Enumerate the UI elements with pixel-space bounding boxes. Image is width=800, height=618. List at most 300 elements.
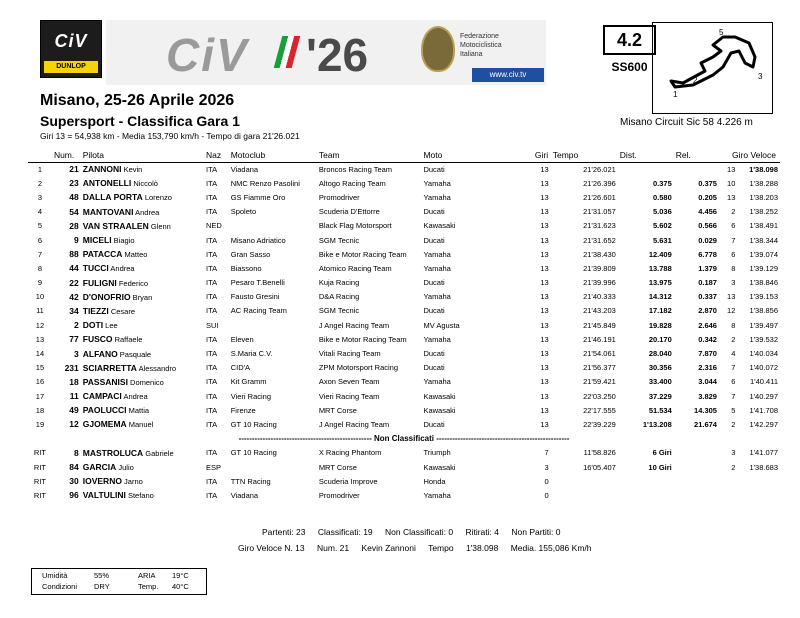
position: 1 xyxy=(37,164,43,174)
gap-prev xyxy=(674,474,719,488)
motoclub: Vieri Racing xyxy=(230,391,272,401)
race-time: 21'46.191 xyxy=(583,334,616,344)
rider-name xyxy=(81,375,204,389)
race-time: 21'26.396 xyxy=(583,178,616,188)
rider-firstname: Andrea xyxy=(135,207,160,217)
dunlop-logo: DUNLOP xyxy=(44,61,98,73)
rider-firstname: Alessandro xyxy=(138,363,177,373)
bike: Kawasaki xyxy=(423,391,456,401)
rider-firstname: Andrea xyxy=(110,264,135,274)
motoclub: Misano Adriatico xyxy=(230,235,286,245)
gap-first: 51.534 xyxy=(648,405,672,415)
gap-first: 13.975 xyxy=(648,278,672,288)
motoclub xyxy=(229,318,317,332)
fastest-lap-time: 1'38.856 xyxy=(749,306,778,316)
gap-prev xyxy=(674,446,719,460)
nationality: ITA xyxy=(205,363,218,373)
laps: 13 xyxy=(540,235,549,245)
rider-surname: VALTULINI xyxy=(82,490,126,501)
table-row xyxy=(28,389,780,403)
fastest-lap-time: 1'39.153 xyxy=(749,292,778,302)
rider-surname: PATACCA xyxy=(82,249,123,260)
rider-surname: PAOLUCCI xyxy=(82,405,127,416)
nationality: ITA xyxy=(205,334,218,344)
team: SGM Tecnic xyxy=(318,306,360,316)
laps: 13 xyxy=(540,320,549,330)
fastest-lap-time: 1'39.532 xyxy=(749,334,778,344)
fastest-lap-number: 8 xyxy=(731,320,736,330)
bike: Yamaha xyxy=(423,178,451,188)
race-time: 21'40.333 xyxy=(583,292,616,302)
rider-number: 88 xyxy=(69,249,79,260)
race-time: 21'54.061 xyxy=(583,349,616,359)
bike: Yamaha xyxy=(423,249,451,259)
position: 17 xyxy=(35,391,45,401)
rider-firstname: Bryan xyxy=(132,292,153,302)
laps: 3 xyxy=(544,462,549,472)
rider-number: 11 xyxy=(69,391,79,402)
fastest-lap-time: 1'38.203 xyxy=(749,192,778,202)
fastest-lap-number: 3 xyxy=(731,278,736,288)
motoclub: Viadana xyxy=(230,164,259,174)
nationality: ITA xyxy=(205,192,218,202)
rider-surname: IOVERNO xyxy=(82,476,122,487)
motoclub: Spoleto xyxy=(230,207,257,217)
bike: Ducati xyxy=(423,349,445,359)
rider-number: 22 xyxy=(69,277,79,288)
giro-veloce: Giro Veloce N. 13 xyxy=(238,543,305,553)
rider-firstname: Stefano xyxy=(127,491,154,501)
nationality: SUI xyxy=(205,320,219,330)
race-time: 21'56.377 xyxy=(583,363,616,373)
fastest-lap-number: 12 xyxy=(727,306,736,316)
bike: Ducati xyxy=(423,363,445,373)
rider-surname: FULIGNI xyxy=(82,277,117,288)
position: 16 xyxy=(35,377,45,387)
gap-first xyxy=(618,488,674,502)
nationality: ITA xyxy=(205,448,218,458)
race-time: 21'39.996 xyxy=(583,278,616,288)
laps: 13 xyxy=(540,178,549,188)
position: RIT xyxy=(33,462,47,472)
col-rel: Rel. xyxy=(674,148,719,162)
col-naz: Naz xyxy=(204,148,229,162)
table-row xyxy=(28,162,780,176)
race-time: 21'45.849 xyxy=(583,320,616,330)
rider-name xyxy=(81,346,204,360)
bike: Kawasaki xyxy=(423,405,456,415)
fastest-lap-number: 7 xyxy=(731,363,736,373)
nationality: ITA xyxy=(205,377,218,387)
rider-firstname: Matteo xyxy=(124,250,148,260)
condizioni-label: Condizioni xyxy=(42,582,78,591)
team: Altogo Racing Team xyxy=(318,178,386,188)
rider-firstname: Kevin xyxy=(123,165,143,175)
rider-name xyxy=(81,205,204,219)
gap-first: 0.375 xyxy=(652,178,672,188)
fastest-lap-time: 1'40.034 xyxy=(749,349,778,359)
position: 11 xyxy=(36,306,44,316)
motoclub: AC Racing Team xyxy=(230,306,287,316)
fastest-lap-time: 1'38.252 xyxy=(749,207,778,217)
fastest-lap-number xyxy=(719,474,737,488)
position: 10 xyxy=(35,292,45,302)
bike: Kawasaki xyxy=(423,462,456,472)
team: Promodriver xyxy=(318,490,360,500)
col-pilota: Pilota xyxy=(81,148,204,162)
turn-label: 1 xyxy=(673,90,678,99)
bike: Yamaha xyxy=(423,292,451,302)
position: 3 xyxy=(37,192,43,202)
rider-number: 96 xyxy=(69,490,79,501)
race-time: 21'26.021 xyxy=(583,164,616,174)
rider-number: 2 xyxy=(74,320,79,331)
gap-prev: 2.870 xyxy=(698,306,717,316)
motoclub: Fausto Gresini xyxy=(230,292,280,302)
rider-name xyxy=(81,162,204,176)
rider-firstname: Lorenzo xyxy=(144,193,172,203)
position: 19 xyxy=(35,419,45,429)
team: Black Flag Motorsport xyxy=(318,221,392,231)
motoclub: Biassono xyxy=(230,263,262,273)
fastest-lap-time: 1'42.297 xyxy=(749,419,778,429)
classificati: Classificati: 19 xyxy=(317,527,373,537)
rider-firstname: Jarno xyxy=(124,477,143,487)
team: ZPM Motorsport Racing xyxy=(318,363,399,373)
rider-firstname: Pasquale xyxy=(119,349,152,359)
rider-firstname: Lee xyxy=(105,321,118,331)
rider-surname: FUSCO xyxy=(82,334,113,345)
turn-label: 5 xyxy=(719,28,724,37)
motoclub: Viadana xyxy=(230,490,259,500)
umidita-value: 55% xyxy=(94,571,110,580)
team: J Angel Racing Team xyxy=(318,320,390,330)
fastest-lap-time: 1'38.288 xyxy=(749,178,778,188)
nationality: ITA xyxy=(205,263,218,273)
position: 13 xyxy=(35,334,45,344)
fastest-lap-time: 1'40.411 xyxy=(750,377,778,387)
fastest-lap-number: 6 xyxy=(731,221,736,231)
fastest-pilota: Kevin Zannoni xyxy=(361,543,416,553)
rider-number: 30 xyxy=(69,476,79,487)
rider-number: 44 xyxy=(69,263,79,274)
laps: 13 xyxy=(540,192,549,202)
team: J Angel Racing Team xyxy=(318,419,390,429)
motoclub: Kit Gramm xyxy=(230,377,267,387)
bike: Yamaha xyxy=(423,192,451,202)
nationality: ITA xyxy=(205,235,218,245)
col-team: Team xyxy=(317,148,422,162)
race-info: Giri 13 = 54,938 km - Media 153,790 km/h - Tempo di gara 21'26.021 xyxy=(40,131,300,141)
fastest-lap-number: 2 xyxy=(731,462,736,472)
gap-prev: 3.829 xyxy=(698,391,717,401)
position: 5 xyxy=(37,221,43,231)
position: 12 xyxy=(35,320,45,330)
motoclub: TTN Racing xyxy=(230,476,271,486)
gap-prev: 3.044 xyxy=(698,377,717,387)
rider-name xyxy=(81,276,204,290)
rider-surname: D'ONOFRIO xyxy=(82,291,131,302)
table-row xyxy=(28,318,780,332)
rider-name xyxy=(81,446,204,460)
laps: 13 xyxy=(540,263,549,273)
team: Vitali Racing Team xyxy=(318,349,381,359)
team: X Racing Phantom xyxy=(318,448,382,458)
separator-text: -------------------------------------------------- Non Classificati -------------------------------------------------- xyxy=(238,434,570,444)
table-row xyxy=(28,176,780,190)
weather-box xyxy=(31,568,207,595)
rider-surname: TIEZZI xyxy=(82,305,109,316)
page-subtitle: Supersport - Classifica Gara 1 xyxy=(40,113,240,129)
fastest-lap-time: 1'38.683 xyxy=(749,462,778,472)
rider-firstname: Raffaele xyxy=(114,335,143,345)
position: 4 xyxy=(37,207,43,217)
ritirati: Ritirati: 4 xyxy=(465,527,499,537)
fastest-tempo-label: Tempo xyxy=(428,543,454,553)
bike: MV Agusta xyxy=(423,320,460,330)
gap-prev: 0.566 xyxy=(698,221,717,231)
race-time: 21'31.652 xyxy=(583,235,616,245)
turn-label: 2 xyxy=(693,76,698,85)
gap-first: 20.170 xyxy=(648,334,672,344)
gap-prev xyxy=(674,162,719,176)
rider-number: 49 xyxy=(69,405,79,416)
gap-first: 37.229 xyxy=(648,391,672,401)
team: Bike e Motor Racing Team xyxy=(318,334,407,344)
fastest-lap-time: 1'38.846 xyxy=(749,278,778,288)
fastest-lap-number: 3 xyxy=(731,448,736,458)
col-num: Num. xyxy=(52,148,81,162)
table-row xyxy=(28,205,780,219)
position: RIT xyxy=(33,448,47,458)
nationality: ITA xyxy=(205,292,218,302)
team: Promodriver xyxy=(318,192,360,202)
rider-surname: GJOMEMA xyxy=(82,419,127,430)
rider-name xyxy=(81,219,204,233)
fastest-lap-number: 7 xyxy=(731,391,736,401)
rider-number: 3 xyxy=(74,348,79,359)
fastest-lap-time: 1'41.077 xyxy=(749,448,778,458)
fastest-lap-number xyxy=(719,488,737,502)
fastest-lap-number: 10 xyxy=(727,178,736,188)
fastest-media: Media. 155,086 Km/h xyxy=(510,543,592,553)
rider-number: 28 xyxy=(69,220,79,231)
rider-name xyxy=(81,460,204,474)
col-dist: Dist. xyxy=(618,148,674,162)
gap-prev: 6.778 xyxy=(698,249,717,259)
rider-surname: PASSANISI xyxy=(82,376,128,387)
laps: 13 xyxy=(540,164,549,174)
fastest-lap-number: 8 xyxy=(731,263,736,273)
race-time: 11'58.826 xyxy=(583,448,616,458)
rider-number: 54 xyxy=(69,206,79,217)
fastest-lap-number: 4 xyxy=(731,349,736,359)
motoclub: CID'A xyxy=(230,363,251,373)
gap-prev: 2.646 xyxy=(698,320,717,330)
gap-prev: 0.342 xyxy=(698,334,717,344)
position: 7 xyxy=(37,249,43,259)
laps: 0 xyxy=(544,490,549,500)
col-pos xyxy=(28,148,52,162)
fastest-lap-number: 2 xyxy=(731,419,736,429)
rider-firstname: Mattia xyxy=(128,406,150,416)
rider-firstname: Andrea xyxy=(123,392,148,402)
gap-prev: 21.674 xyxy=(694,419,717,429)
fastest-lap-number: 13 xyxy=(727,192,736,202)
civ-logo xyxy=(40,20,102,78)
rider-firstname: Julio xyxy=(118,463,134,473)
nationality: ITA xyxy=(205,349,218,359)
gap-first: 28.040 xyxy=(648,349,672,359)
table-row xyxy=(28,375,780,389)
table-row xyxy=(28,417,780,431)
fastest-lap-number: 13 xyxy=(727,164,736,174)
table-row xyxy=(28,290,780,304)
race-time: 21'39.809 xyxy=(583,263,616,273)
nationality: ITA xyxy=(205,249,218,259)
fastest-lap-time: 1'40.297 xyxy=(749,391,778,401)
table-row xyxy=(28,247,780,261)
bike: Yamaha xyxy=(423,490,451,500)
motoclub xyxy=(229,219,317,233)
bike: Honda xyxy=(423,476,446,486)
rider-number: 21 xyxy=(69,164,79,175)
position: 9 xyxy=(37,278,43,288)
rider-surname: TUCCI xyxy=(82,263,109,274)
rider-name xyxy=(81,389,204,403)
team: Atomico Racing Team xyxy=(318,263,392,273)
team: MRT Corse xyxy=(318,405,357,415)
rider-number: 34 xyxy=(69,305,79,316)
race-time: 22'03.250 xyxy=(583,391,616,401)
motoclub: S.Maria C.V. xyxy=(230,349,273,359)
rider-name xyxy=(81,290,204,304)
website-link[interactable]: www.civ.tv xyxy=(472,68,544,82)
laps: 13 xyxy=(540,391,549,401)
nationality: ITA xyxy=(205,306,218,316)
rider-number: 9 xyxy=(74,235,79,246)
non-partiti: Non Partiti: 0 xyxy=(511,527,561,537)
fastest-lap-time: 1'38.344 xyxy=(749,235,778,245)
table-header-row xyxy=(28,148,780,162)
rider-name xyxy=(81,332,204,346)
bike: Yamaha xyxy=(423,334,451,344)
nationality: ESP xyxy=(205,462,221,472)
gap-prev: 4.456 xyxy=(698,207,717,217)
fastest-lap-time: 1'38.098 xyxy=(749,164,778,174)
rider-surname: CAMPACI xyxy=(82,391,122,402)
rider-surname: ALFANO xyxy=(82,348,118,359)
motoclub: Eleven xyxy=(230,334,254,344)
rider-number: 18 xyxy=(69,376,79,387)
motoclub: Gran Sasso xyxy=(230,249,271,259)
col-giri: Giri xyxy=(533,148,551,162)
circuit-info: Misano Circuit Sic 58 4.226 m xyxy=(620,117,753,128)
race-time: 22'39.229 xyxy=(583,419,616,429)
laps: 13 xyxy=(540,278,549,288)
gap-prev: 0.029 xyxy=(698,235,717,245)
fmi-text: Federazione Motociclistica Italiana xyxy=(460,33,502,58)
rider-name xyxy=(81,190,204,204)
rider-firstname: Gabriele xyxy=(145,448,174,458)
bike: Ducati xyxy=(423,207,445,217)
rider-name xyxy=(81,417,204,431)
team: Vieri Racing Team xyxy=(318,391,380,401)
gap-first: 10 Giri xyxy=(648,462,672,472)
fastest-lap-number: 5 xyxy=(731,405,736,415)
gap-prev: 0.375 xyxy=(698,178,717,188)
rider-surname: VAN STRAALEN xyxy=(82,220,149,231)
rider-number: 48 xyxy=(69,192,79,203)
table-row xyxy=(28,361,780,375)
gap-first: 17.182 xyxy=(648,306,672,316)
non-classificati: Non Classificati: 0 xyxy=(385,527,454,537)
position: RIT xyxy=(33,476,47,486)
team: Scuderia D'Ettorre xyxy=(318,207,380,217)
nationality: ITA xyxy=(205,278,218,288)
gap-first: 0.580 xyxy=(652,192,672,202)
gap-first: 30.356 xyxy=(648,363,672,373)
aria-label: ARIA xyxy=(138,571,156,580)
race-time: 21'31.057 xyxy=(583,207,616,217)
gap-first: 5.631 xyxy=(652,235,672,245)
aria-value: 19°C xyxy=(172,571,189,580)
table-row xyxy=(28,346,780,360)
col-motoclub: Motoclub xyxy=(229,148,317,162)
rider-firstname: Federico xyxy=(118,278,149,288)
bike: Triumph xyxy=(423,448,451,458)
rider-surname: SCIARRETTA xyxy=(82,362,137,373)
results-table xyxy=(28,148,780,503)
race-time: 16'05.407 xyxy=(583,462,616,472)
rider-name xyxy=(81,403,204,417)
team: Kuja Racing xyxy=(318,278,360,288)
gap-prev: 2.316 xyxy=(698,363,717,373)
bike: Yamaha xyxy=(423,263,451,273)
rider-surname: DALLA PORTA xyxy=(82,192,143,203)
table-row xyxy=(28,488,780,502)
position: 18 xyxy=(35,405,45,415)
rider-firstname: Glenn xyxy=(150,221,171,231)
table-row xyxy=(28,276,780,290)
table-row xyxy=(28,304,780,318)
race-time: 21'31.623 xyxy=(583,221,616,231)
gap-first: 19.828 xyxy=(648,320,672,330)
laps: 7 xyxy=(544,448,549,458)
bike: Ducati xyxy=(423,235,445,245)
rider-number: 231 xyxy=(64,362,79,373)
laps: 13 xyxy=(540,306,549,316)
nationality: ITA xyxy=(205,405,218,415)
race-summary xyxy=(262,527,800,537)
banner-year: '26 xyxy=(306,29,369,81)
partenti: Partenti: 23 xyxy=(262,527,306,537)
race-time: 21'38.430 xyxy=(583,249,616,259)
laps: 13 xyxy=(540,363,549,373)
bike: Yamaha xyxy=(423,377,451,387)
class-name: SS600 xyxy=(611,60,648,74)
gap-first: 14.312 xyxy=(648,292,672,302)
fastest-lap-number: 13 xyxy=(727,292,736,302)
position: 14 xyxy=(35,349,45,359)
non-classificati-separator xyxy=(28,432,780,446)
nationality: NED xyxy=(205,221,222,231)
fastest-lap-time xyxy=(737,488,780,502)
fastest-lap-time: 1'39.074 xyxy=(749,249,778,259)
rider-number: 84 xyxy=(69,462,79,473)
col-moto: Moto xyxy=(421,148,532,162)
fastest-lap-summary xyxy=(238,543,800,553)
